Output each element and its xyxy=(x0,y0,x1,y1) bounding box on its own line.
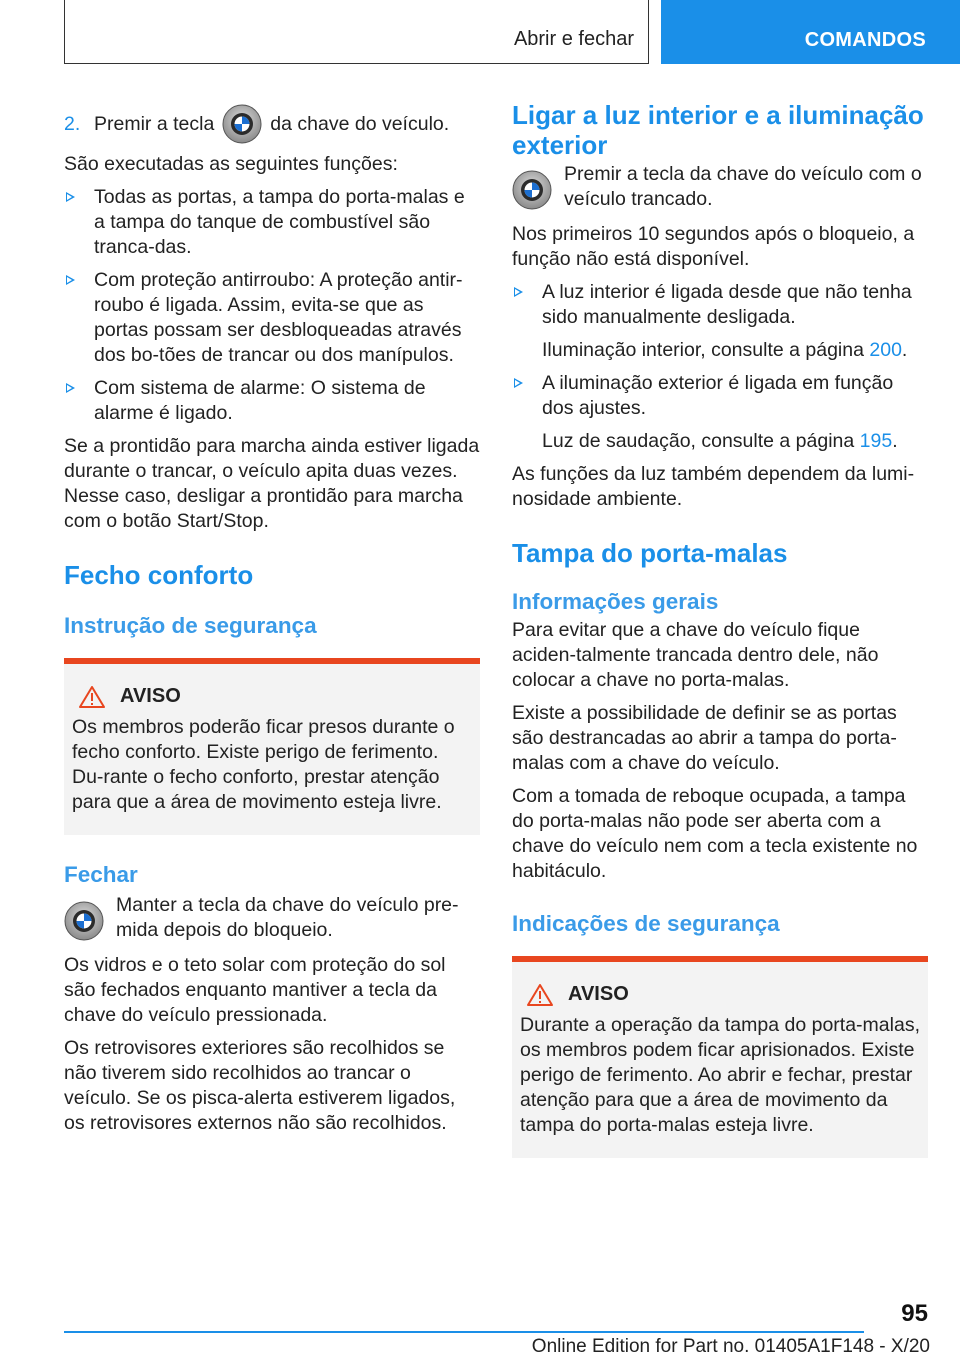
key-instruction-text: Premir a tecla da chave do veículo com o veículo trancado. xyxy=(564,163,922,210)
warning-triangle-icon xyxy=(526,983,554,1007)
list-item: Todas as portas, a tampa do porta-malas e a tampa do tanque de combustível são tranca-das. xyxy=(64,185,480,260)
header-chapter-title: COMANDOS xyxy=(804,29,926,51)
paragraph-tow-socket: Com a tomada de reboque ocupada, a tampa do porta-malas não pode ser aberta com a chave do veículo nem com a tecla existente no habitáculo. xyxy=(512,785,918,882)
paragraph-mirrors: Os retrovisores exteriores são recolhidos se não tiverem sido recolhidos ao trancar o veículo. Se os pisca-alerta estiverem ligados, os retrovisores externos não são recolhidos. xyxy=(64,1037,456,1134)
functions-intro: São executadas as seguintes funções: xyxy=(64,153,398,175)
page-link[interactable]: 195 xyxy=(859,430,893,452)
bmw-key-icon xyxy=(512,170,552,210)
triangle-bullet-icon xyxy=(66,383,75,393)
warning-box xyxy=(64,658,480,835)
triangle-bullet-icon xyxy=(514,287,523,297)
warning-triangle-icon xyxy=(78,685,106,709)
key-instruction-text: Manter a tecla da chave do veículo pre-mida depois do bloqueio. xyxy=(116,894,459,941)
warning-text: Os membros poderão ficar presos durante o fecho conforto. Existe perigo de ferimento. Du-rante o fecho conforto, prestar atenção para que a área de movimento esteja livre. xyxy=(72,716,455,813)
functions-list xyxy=(64,185,480,426)
key-instruction xyxy=(512,162,928,212)
light-list xyxy=(512,280,928,330)
bmw-key-icon xyxy=(222,104,262,144)
page-number: 95 xyxy=(901,1300,928,1327)
heading-informacoes-gerais: Informações gerais xyxy=(512,589,719,614)
footer-divider xyxy=(64,1331,864,1333)
warning-header xyxy=(520,982,920,1007)
step-2 xyxy=(64,104,480,144)
header-chapter-box xyxy=(661,0,960,64)
triangle-bullet-icon xyxy=(66,192,75,202)
warning-title: AVISO xyxy=(568,983,629,1005)
step-number: 2. xyxy=(64,112,81,135)
paragraph-ready-state: Se a prontidão para marcha ainda estiver ligada durante o trancar, o veículo apita duas vezes. Nesse caso, desligar a prontidão para marcha com o botão Start/Stop. xyxy=(64,435,480,532)
page-reference: Iluminação interior, consulte a página 200. xyxy=(542,339,908,361)
light-list xyxy=(512,371,928,421)
triangle-bullet-icon xyxy=(514,378,523,388)
heading-indicacoes-seguranca: Indicações de segurança xyxy=(512,911,780,936)
triangle-bullet-icon xyxy=(66,275,75,285)
heading-fecho-conforto: Fecho conforto xyxy=(64,560,254,590)
paragraph-light-functions: As funções da luz também dependem da lumi-nosidade ambiente. xyxy=(512,463,915,510)
heading-luz-interior: Ligar a luz interior e a iluminação exterior xyxy=(512,100,924,160)
heading-instrucao-seguranca: Instrução de segurança xyxy=(64,613,317,638)
step-text-after: da chave do veículo. xyxy=(270,112,450,135)
step-text-before: Premir a tecla xyxy=(94,112,215,135)
heading-tampa-porta-malas: Tampa do porta-malas xyxy=(512,538,788,568)
left-column xyxy=(64,100,480,1144)
warning-title: AVISO xyxy=(120,685,181,707)
warning-text: Durante a operação da tampa do porta-malas, os membros podem ficar aprisionados. Existe perigo de ferimento. Ao abrir e fechar, prestar atenção para que a área de movimento da tampa do porta-malas esteja livre. xyxy=(520,1014,920,1136)
paragraph-key-locked: Para evitar que a chave do veículo fique aciden-talmente trancada dentro dele, não colocar a chave no porta-malas. xyxy=(512,619,879,691)
list-item: A luz interior é ligada desde que não tenha sido manualmente desligada. xyxy=(512,280,928,330)
list-item: Com proteção antirroubo: A proteção antir-roubo é ligada. Assim, evita-se que as portas possam ser desbloqueadas através dos bo-tões de trancar ou dos manípulos. xyxy=(64,268,480,368)
list-item: A iluminação exterior é ligada em função dos ajustes. xyxy=(512,371,928,421)
list-item: Com sistema de alarme: O sistema de alarme é ligado. xyxy=(64,376,480,426)
footer-edition: Online Edition for Part no. 01405A1F148 - X/20 xyxy=(531,1336,930,1357)
page-link[interactable]: 200 xyxy=(869,339,902,361)
key-instruction xyxy=(64,893,480,943)
paragraph-windows: Os vidros e o teto solar com proteção do sol são fechados enquanto mantiver a tecla da chave do veículo pressionada. xyxy=(64,954,446,1026)
heading-fechar: Fechar xyxy=(64,862,138,887)
bmw-key-icon xyxy=(64,901,104,941)
header-section-title: Abrir e fechar xyxy=(513,28,634,50)
page-reference: Luz de saudação, consulte a página 195. xyxy=(542,430,898,452)
header-section-box xyxy=(64,0,649,64)
paragraph-doors-unlock: Existe a possibilidade de definir se as portas são destrancadas ao abrir a tampa do porta-malas com a chave do veículo. xyxy=(512,702,897,774)
warning-header xyxy=(72,684,472,709)
right-column xyxy=(512,100,928,1184)
paragraph-first-seconds: Nos primeiros 10 segundos após o bloqueio, a função não está disponível. xyxy=(512,223,915,270)
warning-box xyxy=(512,956,928,1158)
